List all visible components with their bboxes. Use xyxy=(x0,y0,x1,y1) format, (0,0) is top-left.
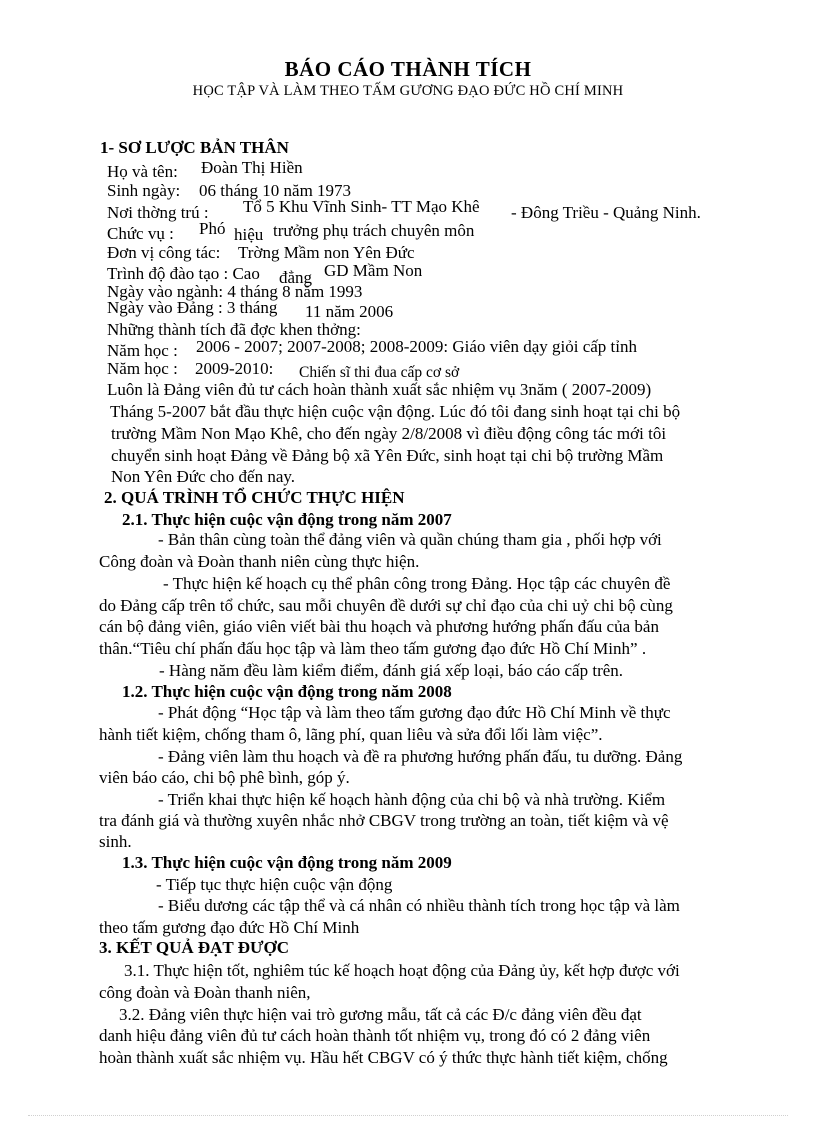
body-line: - Đảng viên làm thu hoạch và đề ra phương hướng phấn đấu, tu dưỡng. Đảng xyxy=(158,747,683,766)
position-value-a: Phó xyxy=(199,219,226,238)
residence-label: Nơi thờng trú : xyxy=(107,203,209,222)
body-line: thân.“Tiêu chí phấn đấu học tập và làm theo tấm gương đạo đức Hồ Chí Minh” . xyxy=(99,639,647,658)
body-line: - Tiếp tục thực hiện cuộc vận động xyxy=(156,875,393,894)
body-line: - Triển khai thực hiện kế hoạch hành động của chi bộ và nhà trường. Kiểm xyxy=(158,790,666,809)
education-value-b: GD Mầm Non xyxy=(324,261,423,280)
subsection-heading: 2.1. Thực hiện cuộc vận động trong năm 2007 xyxy=(122,510,452,529)
join-party-a: Ngày vào Đảng : 3 tháng xyxy=(107,298,278,317)
name-label: Họ và tên: xyxy=(107,162,178,181)
document-title: BÁO CÁO THÀNH TÍCH xyxy=(284,57,532,81)
name-value: Đoàn Thị Hiền xyxy=(201,158,303,177)
body-line: 3.2. Đảng viên thực hiện vai trò gương mẫu, tất cả các Đ/c đảng viên đều đạt xyxy=(119,1005,642,1024)
body-line: công đoàn và Đoàn thanh niên, xyxy=(99,983,311,1002)
workplace-value: Trờng Mầm non Yên Đức xyxy=(238,243,415,262)
residence-value-a: Tổ 5 Khu Vĩnh Sinh- TT Mạo Khê xyxy=(243,197,480,216)
body-line: hoàn thành xuất sắc nhiệm vụ. Hầu hết CBGV có ý thức thực hành tiết kiệm, chống xyxy=(99,1048,668,1067)
para-line: Non Yên Đức cho đến nay. xyxy=(111,467,296,486)
dob-value: 06 tháng 10 năm 1973 xyxy=(199,181,352,200)
body-line: do Đảng cấp trên tổ chức, sau mỗi chuyên đề dưới sự chỉ đạo của chi uỷ chi bộ cùng xyxy=(99,596,673,615)
award1-value: 2006 - 2007; 2007-2008; 2008-2009: Giáo viên dạy giỏi cấp tỉnh xyxy=(196,337,637,356)
body-line: - Bản thân cùng toàn thể đảng viên và quần chúng tham gia , phối hợp với xyxy=(158,530,662,549)
body-line: tra đánh giá và thường xuyên nhắc nhở CBGV trong trường an toàn, tiết kiệm và vệ xyxy=(99,811,669,830)
education-label: Trình độ đào tạo : Cao xyxy=(107,264,260,283)
position-value-b: hiệu xyxy=(234,225,264,244)
section1-heading: 1- SƠ LƯỢC BẢN THÂN xyxy=(100,138,289,157)
position-label: Chức vụ : xyxy=(107,224,174,243)
body-line: viên báo cáo, chi bộ phê bình, góp ý. xyxy=(99,768,350,787)
award1-label: Năm học : xyxy=(107,341,178,360)
education-value-a: đẳng xyxy=(279,268,313,287)
awards-intro: Những thành tích đã đợc khen thởng: xyxy=(107,320,361,339)
body-line: 3.1. Thực hiện tốt, nghiêm túc kế hoạch hoạt động của Đảng ủy, kết hợp được với xyxy=(124,961,680,980)
body-line: hành tiết kiệm, chống tham ô, lãng phí, quan liêu và sửa đổi lối làm việc”. xyxy=(99,725,603,744)
body-line: Công đoàn và Đoàn thanh niên cùng thực hiện. xyxy=(99,552,420,571)
section3-heading: 3. KẾT QUẢ ĐẠT ĐƯỢC xyxy=(99,938,290,957)
para-line: trường Mầm Non Mạo Khê, cho đến ngày 2/8/2008 vì điều động công tác mới tôi xyxy=(111,424,667,443)
para-line: chuyển sinh hoạt Đảng về Đảng bộ xã Yên Đức, sinh hoạt tại chi bộ trường Mầm xyxy=(111,446,664,465)
award2-label: Năm học : xyxy=(107,359,178,378)
body-line: - Thực hiện kế hoạch cụ thể phân công trong Đảng. Học tập các chuyên đề xyxy=(163,574,671,593)
subsection-heading: 1.3. Thực hiện cuộc vận động trong năm 2009 xyxy=(122,853,452,872)
dob-label: Sinh ngày: xyxy=(107,181,181,200)
award2-value: Chiến sĩ thi đua cấp cơ sở xyxy=(299,364,460,381)
body-line: cán bộ đảng viên, giáo viên viết bài thu hoạch và phương hướng phấn đấu của bản xyxy=(99,617,659,636)
body-line: theo tấm gương đạo đức Hồ Chí Minh xyxy=(99,918,360,937)
document-subtitle: HỌC TẬP VÀ LÀM THEO TẤM GƯƠNG ĐẠO ĐỨC HỒ CHÍ MINH xyxy=(192,83,624,99)
award2-year: 2009-2010: xyxy=(195,359,274,378)
residence-value-b: - Đông Triều - Quảng Ninh. xyxy=(511,203,701,222)
page-bottom-divider xyxy=(28,1115,788,1116)
join-party-b: 11 năm 2006 xyxy=(305,302,394,321)
join-sector: Ngày vào ngành: 4 tháng 8 năm 1993 xyxy=(107,282,363,301)
para-line: Tháng 5-2007 bắt đầu thực hiện cuộc vận động. Lúc đó tôi đang sinh hoạt tại chi bộ xyxy=(110,402,681,421)
section2-heading: 2. QUÁ TRÌNH TỔ CHỨC THỰC HIỆN xyxy=(104,488,405,507)
subsection-heading: 1.2. Thực hiện cuộc vận động trong năm 2008 xyxy=(122,682,452,701)
body-line: danh hiệu đảng viên đủ tư cách hoàn thành tốt nhiệm vụ, trong đó có 2 đảng viên xyxy=(99,1026,651,1045)
summary-line: Luôn là Đảng viên đủ tư cách hoàn thành xuất sắc nhiệm vụ 3năm ( 2007-2009) xyxy=(107,380,652,399)
workplace-label: Đơn vị công tác: xyxy=(107,243,221,262)
position-value-c: trưởng phụ trách chuyên môn xyxy=(273,221,475,240)
body-line: - Hàng năm đều làm kiểm điểm, đánh giá xếp loại, báo cáo cấp trên. xyxy=(159,661,624,680)
body-line: sinh. xyxy=(99,832,132,851)
body-line: - Biểu dương các tập thể và cá nhân có nhiều thành tích trong học tập và làm xyxy=(158,896,680,915)
body-line: - Phát động “Học tập và làm theo tấm gương đạo đức Hồ Chí Minh về thực xyxy=(158,703,671,722)
